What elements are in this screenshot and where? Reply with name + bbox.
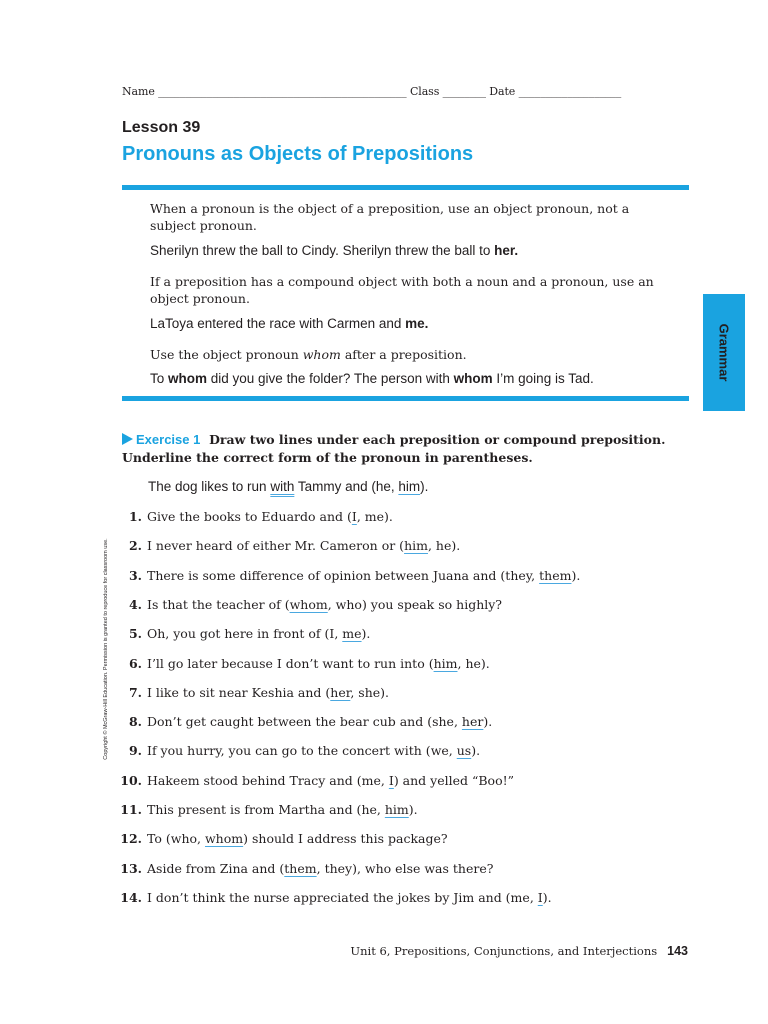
rule-box-bottom-border <box>122 396 689 401</box>
example-pronoun-marked: him <box>398 479 421 494</box>
item-number: 9. <box>128 743 142 759</box>
class-label: Class <box>409 85 440 98</box>
pronoun-choice[interactable]: they <box>505 567 532 583</box>
play-triangle-icon <box>122 433 133 445</box>
list-item <box>112 802 692 817</box>
list-item <box>112 626 692 641</box>
pronoun-choice[interactable]: him <box>384 802 409 817</box>
item-number: 3. <box>128 567 142 583</box>
item-number: 6. <box>128 655 142 671</box>
item-text: , <box>427 538 436 554</box>
pronoun-choice[interactable]: me <box>510 889 530 905</box>
name-label: Name <box>122 85 155 98</box>
pronoun-choice[interactable]: he <box>435 538 452 554</box>
item-text: Don’t get caught between the bear cub and ( <box>147 714 433 730</box>
item-number: 8. <box>128 714 142 730</box>
rule-3-example: To whom did you give the folder? The person with whom I’m going is Tad. <box>150 371 594 386</box>
rule-1-example: Sherilyn threw the ball to Cindy. Sherilyn threw the ball to her. <box>150 243 519 258</box>
item-text: I’ll go later because I don’t want to run into ( <box>147 655 434 671</box>
item-text: ). <box>408 802 418 817</box>
pronoun-choice[interactable]: whom <box>204 831 244 847</box>
item-text: If you hurry, you can go to the concert with ( <box>147 743 431 759</box>
list-item <box>112 743 692 758</box>
item-text: ) and yelled “Boo!” <box>393 772 515 788</box>
item-number: 2. <box>128 538 142 554</box>
page-number: 143 <box>667 944 688 958</box>
item-text: , <box>334 626 343 642</box>
list-item <box>112 773 692 788</box>
list-item <box>112 861 692 876</box>
item-text: , <box>356 509 365 524</box>
item-text: , <box>448 743 457 759</box>
item-text: ). <box>480 655 490 671</box>
list-item <box>112 890 692 905</box>
item-text: ). <box>483 714 493 730</box>
pronoun-choice[interactable]: I <box>537 889 543 905</box>
rule-3-italic-whom: whom <box>302 347 341 362</box>
list-item <box>112 656 692 671</box>
lesson-title: Pronouns as Objects of Prepositions <box>122 143 474 165</box>
item-text: ) should I address this package? <box>243 831 448 847</box>
item-text: Is that the teacher of ( <box>147 596 290 612</box>
item-number: 11. <box>120 802 142 817</box>
date-label: Date <box>489 85 516 98</box>
grammar-side-tab <box>703 294 745 411</box>
rule-2-example-pronoun: me. <box>405 316 429 331</box>
pronoun-choice[interactable]: I <box>329 626 335 642</box>
list-item <box>112 597 692 612</box>
rule-1-text: When a pronoun is the object of a preposition, use an object pronoun, not a subject pronoun. <box>150 201 630 233</box>
grammar-tab-label: Grammar <box>716 323 732 382</box>
list-item <box>112 685 692 700</box>
item-text: ). <box>542 889 552 905</box>
item-text: , <box>350 684 359 700</box>
pronoun-choice[interactable]: them <box>539 567 572 583</box>
list-item <box>112 831 692 846</box>
item-text: , <box>453 714 462 730</box>
item-number: 12. <box>120 831 142 847</box>
pronoun-choice[interactable]: I <box>388 772 394 788</box>
item-text: I don’t think the nurse appreciated the jokes by Jim and ( <box>147 889 511 905</box>
item-text: ) you speak so highly? <box>361 596 503 612</box>
pronoun-choice[interactable]: him <box>404 538 428 554</box>
rule-1-example-pronoun: her. <box>494 243 519 258</box>
pronoun-choice[interactable]: her <box>330 684 351 700</box>
item-text: Oh, you got here in front of ( <box>147 626 330 642</box>
item-text: I never heard of either Mr. Cameron or ( <box>147 538 405 554</box>
item-text: ). <box>451 538 461 554</box>
item-number: 5. <box>128 626 142 642</box>
pronoun-choice[interactable]: who <box>335 596 362 612</box>
rule-box-top-border <box>122 185 689 190</box>
item-text: To ( <box>147 831 171 847</box>
pronoun-choice[interactable]: her <box>461 714 484 730</box>
pronoun-choice[interactable]: she <box>432 714 454 730</box>
item-number: 14. <box>120 889 142 905</box>
name-class-date-line <box>122 85 688 98</box>
item-text: , <box>380 772 389 788</box>
pronoun-choice[interactable]: whom <box>289 596 328 612</box>
list-item <box>112 538 692 553</box>
pronoun-choice[interactable]: he <box>361 802 377 817</box>
pronoun-choice[interactable]: me <box>364 509 385 524</box>
item-text: ). <box>384 509 393 524</box>
item-text: , <box>529 889 538 905</box>
list-item <box>112 568 692 583</box>
item-text: ), who else was there? <box>352 860 494 876</box>
exercise-label: Exercise 1 <box>136 432 201 447</box>
exercise-instructions <box>122 431 682 467</box>
list-item <box>112 509 692 524</box>
date-field[interactable]: ___________________ <box>518 85 622 98</box>
item-text: This present is from Martha and ( <box>147 802 362 817</box>
pronoun-choice[interactable]: us <box>456 743 472 759</box>
pronoun-choice[interactable]: who <box>170 831 198 847</box>
exercise-example: The dog likes to run with Tammy and (he, him). <box>148 479 429 494</box>
page-footer <box>350 944 688 958</box>
item-text: Give the books to Eduardo and ( <box>147 509 352 524</box>
item-text: ). <box>571 567 581 583</box>
item-text: I like to sit near Keshia and ( <box>147 684 331 700</box>
item-text: , <box>327 596 336 612</box>
lesson-number: Lesson 39 <box>122 119 201 136</box>
pronoun-choice[interactable]: me <box>361 772 381 788</box>
example-preposition-marked: with <box>270 479 295 494</box>
name-field[interactable]: ______________________________________________ <box>158 85 407 98</box>
pronoun-choice[interactable]: them <box>284 860 317 876</box>
item-text: , <box>197 831 205 847</box>
item-text: , <box>316 860 325 876</box>
pronoun-choice[interactable]: him <box>433 655 458 671</box>
item-text: Aside from Zina and ( <box>147 860 285 876</box>
item-number: 1. <box>128 509 142 524</box>
item-text: , <box>531 567 540 583</box>
class-field[interactable]: ________ <box>442 85 486 98</box>
pronoun-choice[interactable]: he <box>465 655 481 671</box>
pronoun-choice[interactable]: we <box>430 743 449 759</box>
rule-2-text: If a preposition has a compound object with both a noun and a pronoun, use an object pronoun. <box>150 274 654 306</box>
item-text: ). <box>361 626 371 642</box>
pronoun-choice[interactable]: I <box>351 509 357 524</box>
pronoun-choice[interactable]: she <box>358 684 381 700</box>
pronoun-choice[interactable]: me <box>342 626 362 642</box>
list-item <box>112 714 692 729</box>
item-text: , <box>457 655 466 671</box>
item-text: Hakeem stood behind Tracy and ( <box>147 772 362 788</box>
footer-unit: Unit 6, Prepositions, Conjunctions, and Interjections <box>350 944 658 958</box>
exercise-instructions-text: Draw two lines under each preposition or compound preposition. Underline the correct form of the pronoun in parentheses. <box>122 432 666 465</box>
rule-2-example: LaToya entered the race with Carmen and me. <box>150 316 429 331</box>
item-number: 4. <box>128 596 142 612</box>
item-number: 13. <box>120 860 142 876</box>
item-text: ). <box>380 684 390 700</box>
item-text: ). <box>471 743 481 759</box>
pronoun-choice[interactable]: they <box>324 860 353 876</box>
item-number: 10. <box>120 772 142 788</box>
item-number: 7. <box>128 684 142 700</box>
item-text: , <box>376 802 385 817</box>
rule-3-text: Use the object pronoun whom after a preposition. <box>150 347 467 362</box>
item-text: There is some difference of opinion between Juana and ( <box>147 567 506 583</box>
